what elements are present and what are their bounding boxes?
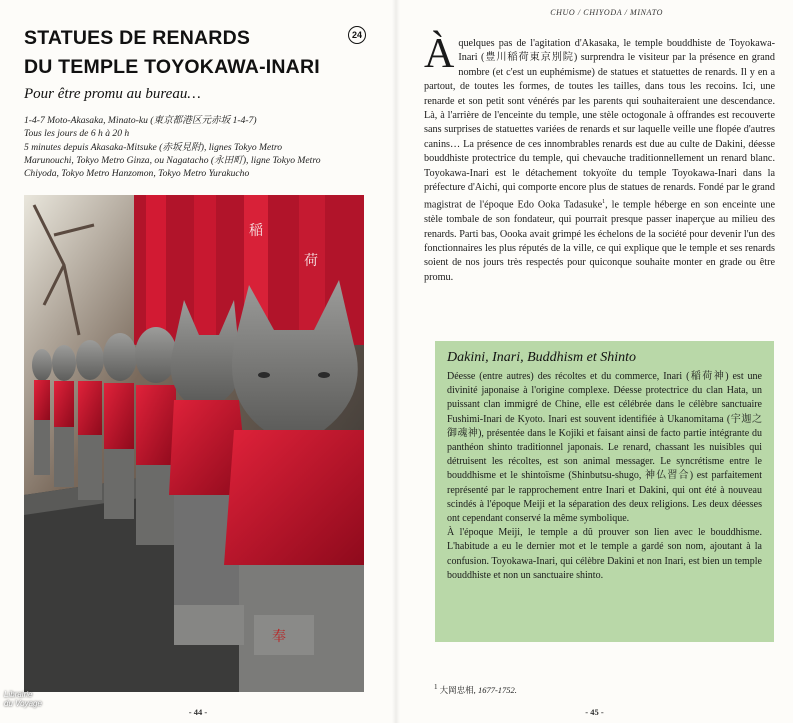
info-access-1: 5 minutes depuis Akasaka-Mitsuke (赤坂見附), lignes Tokyo Metro [24, 141, 283, 153]
page-title [24, 24, 344, 82]
sidebar-paragraph-1: Déesse (entre autres) des récoltes et du commerce, Inari (稲荷神) est une divinité japonaise à l'origine complexe. Déesse protectrice du clan Hata, un puissant clan immigré de Chine, elle est célébrée dans le célèbre sanctuaire Fushimi-Inari de Kyoto. Inari est souvent identifiée à Ukanomitama (宇迦之御魂神), présentée dans le Kojiki et faisant ainsi de facto partie intégrante du panthéon shinto traditionnel japonais. Le renard, chassant les nuisibles qui détruisent les récoltes, est son animal messager. Le syncrétisme entre le bouddhisme et le shintoïsme (Shinbutsu-shugo, 神仏習合) est parfaitement représenté par le rapprochement entre Inari et Dakini, qui ont été à nouveau scindés à l'époque Meiji et la séparation des deux religions. Les deux déesses ont cependant conservé la même symbolique. [447, 371, 762, 525]
sidebar-box [435, 341, 774, 642]
svg-text:荷: 荷 [304, 253, 318, 269]
body-text-part-1: quelques pas de l'agitation d'Akasaka, le temple bouddhiste de Toyokawa-Inari (豊川稲荷東京別院) surprendra le visiteur par la présence en grand nombre (et c'est un euphémisme) de statues et statuettes de renards. Il y en a partout, de toutes les formes, de toutes les tailles, dans tous les recoins. Ici, une renarde et son petit sont vénérés par les parents qui souhaiteraient une descendance. Là, à l'arrière de l'enceinte du temple, une stèle octogonale à offrandes est recouverte sans surprises de statuettes variées de renards et sur laquelle veille une flopée d'autres canins… La présence de ces innombrables renards est due au culte de Dakini, déesse bouddhiste protectrice du temple, qui chevauche traditionnellement un renard blanc. Toyokawa-Inari est le détachement tokyoïte du temple Toyokawa-Inari dans la préfecture d'Aichi, qui comporte encore plus de statues de renards. Fondé par le grand magistrat de l'époque Edo Ooka Tadasuke [424, 38, 775, 211]
info-access-2: Marunouchi, Tokyo Metro Ginza, ou Nagatacho (永田町), ligne Tokyo Metro [24, 154, 321, 166]
sidebar-paragraph-2: À l'époque Meiji, le temple a dû prouver son lien avec le bouddhisme. L'habitude a eu le dernier mot et le temple a gardé son nom, ajoutant à la confusion. Toyokawa-Inari, qui célèbre Dakini et non Inari, est bien un temple bouddhiste et non un sanctuaire shinto. [447, 527, 762, 581]
sidebar-box-title: Dakini, Inari, Buddhism et Shinto [447, 350, 636, 365]
page-number-right: - 45 - [585, 707, 604, 717]
fox-statues-illustration [24, 195, 364, 692]
footnote-number: 1 [434, 683, 438, 691]
info-address: 1-4-7 Moto-Akasaka, Minato-ku (東京都港区元赤坂 1-4-7) [24, 115, 257, 126]
watermark-logo: Librairie du Voyage [4, 690, 42, 708]
title-line-2: DU TEMPLE TOYOKAWA-INARI [24, 56, 320, 78]
main-article-text [424, 31, 775, 285]
running-header: CHUO / CHIYODA / MINATO [550, 8, 663, 17]
page-number-left: - 44 - [188, 707, 208, 717]
info-access-3: Chiyoda, Tokyo Metro Hanzomon, Tokyo Metro Yurakucho [24, 168, 250, 180]
left-page [0, 0, 396, 723]
body-text-part-2: , le temple héberge en son enceinte une stèle tombale de son fondateur, qui pourrait presque passer inaperçue au milieu des renards. Parti bas, Oooka avait grimpé les échelons de la société pour devenir l'un des fonctionnaires les plus réputés de la ville, ce qui explique que le temple et ses renards soient de nos jours très respectés pour quiconque souhaite monter en grade ou être promu. [424, 199, 775, 283]
svg-text:奉: 奉 [272, 629, 286, 645]
subtitle: Pour être promu au bureau… [24, 86, 201, 102]
footnote-dates: 1677-1752. [477, 684, 517, 695]
footnote [434, 683, 517, 696]
fox-statues-photo [24, 195, 364, 692]
title-line-1: STATUES DE RENARDS [24, 27, 251, 49]
practical-info [24, 114, 369, 180]
right-page [396, 0, 793, 723]
svg-text:稲: 稲 [249, 223, 263, 239]
entry-number-badge: 24 [348, 26, 366, 44]
footnote-name: 大岡忠相, [439, 684, 476, 695]
info-hours: Tous les jours de 6 h à 20 h [24, 128, 130, 140]
footnote-reference: 1 [602, 199, 606, 206]
drop-cap: À [424, 31, 455, 77]
